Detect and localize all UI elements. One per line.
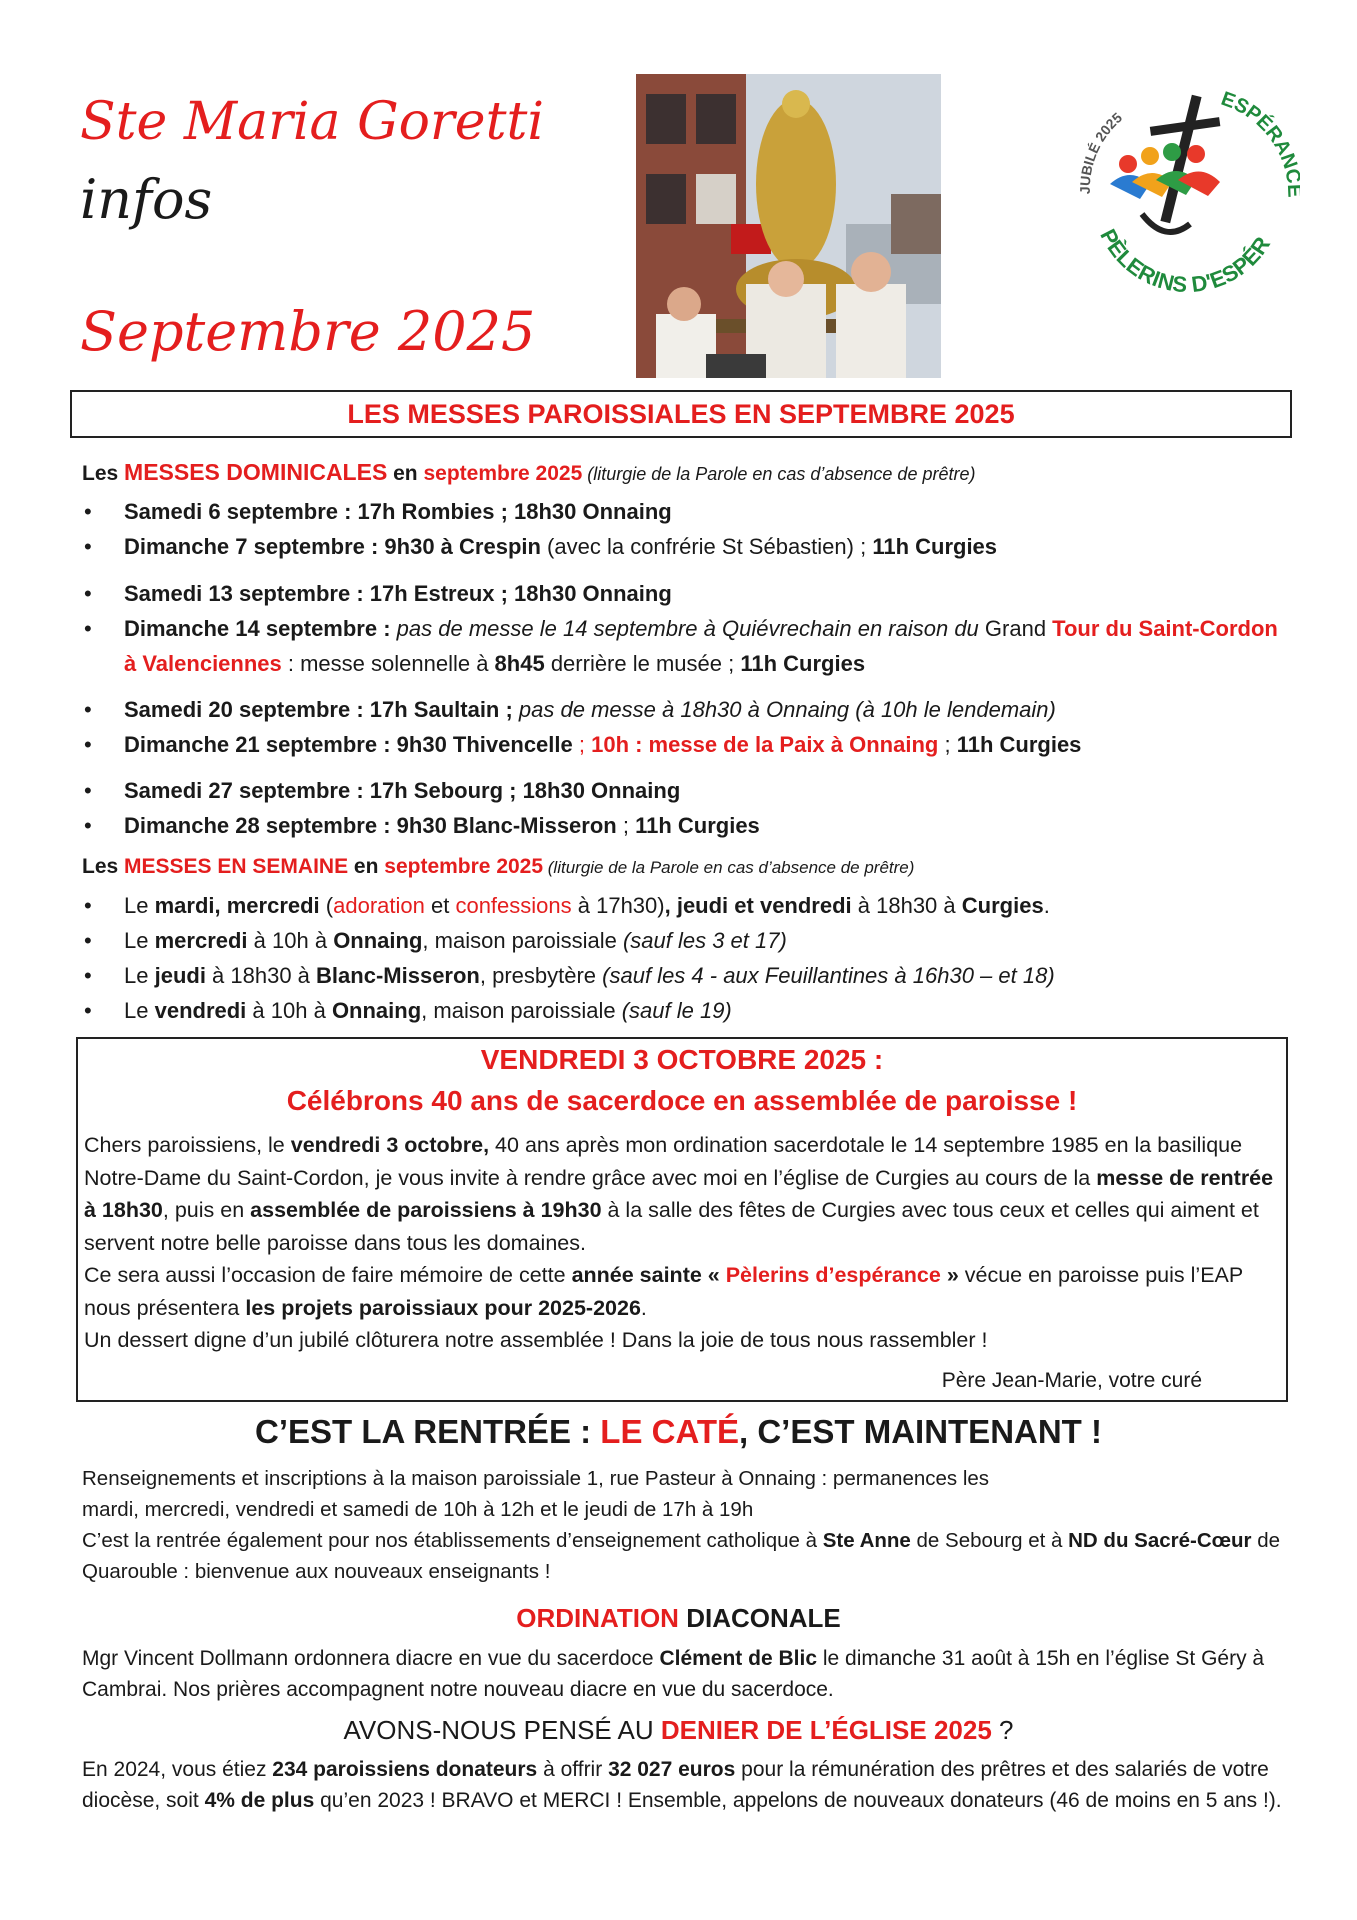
dominicales-list: [82, 494, 1292, 564]
anniversary-text: Chers paroissiens, le vendredi 3 octobre, 40 ans après mon ordination sacerdotale le 14 septembre 1985 en la basilique Notre-Dame du Saint-Cordon, je vous invite à rendre grâce avec moi en l’église de Curgies au cours de la messe de rentrée à 18h30, puis en assemblée de paroissiens à 19h30 à la salle des fêtes de Curgies avec tous ceux et celles qui aiment et servent notre belle paroisse dans tous les domaines. Ce sera aussi l’occasion de faire mémoire de cette année sainte « Pèlerins d’espérance » vécue en paroisse puis l’EAP nous présentera les projets paroissiaux pour 2025-2026. Un dessert digne d’un jubilé clôturera notre assemblée ! Dans la joie de tous nous rassembler !: [84, 1133, 1274, 1352]
cate-text: Renseignements et inscriptions à la maison paroissiale 1, rue Pasteur à Onnaing : permanences les mardi, mercredi, vendredi et samedi de 10h à 12h et le jeudi de 17h à 19h C’est la rentrée également pour nos établissements d’enseignement catholique à Ste Anne de Sebourg et à ND du Sacré-Cœur de Quarouble : bienvenue aux nouveaux enseignants !: [82, 1467, 1281, 1583]
newsletter-month: Septembre 2025: [80, 300, 536, 363]
denier-title: AVONS-NOUS PENSÉ AU DENIER DE L’ÉGLISE 2025 ?: [343, 1715, 1014, 1745]
newsletter-title: Ste Maria Goretti: [80, 92, 544, 152]
list-item: • Dimanche 14 septembre : pas de messe le 14 septembre à Quiévrechain en raison du Grand Tour du Saint-Cordon à Valenciennes : messe solennelle à 8h45 derrière le musée ; 11h Curgies: [82, 611, 1292, 681]
anniversary-title: Célébrons 40 ans de sacerdoce en assemblée de paroisse !: [286, 1085, 1078, 1116]
logo-arc-bottom: PÈLERINS D'ESPÉR: [1095, 224, 1275, 298]
list-item: • Dimanche 28 septembre : 9h30 Blanc-Misseron ; 11h Curgies: [82, 808, 1292, 843]
list-item: • Le vendredi à 10h à Onnaing, maison paroissiale (sauf le 19): [82, 993, 1292, 1028]
list-item: • Dimanche 7 septembre : 9h30 à Crespin (avec la confrérie St Sébastien) ; 11h Curgies: [82, 529, 1292, 564]
list-item: • Le mercredi à 10h à Onnaing, maison paroissiale (sauf les 3 et 17): [82, 923, 1292, 958]
newsletter-subtitle: infos: [80, 168, 213, 231]
semaine-heading: Les MESSES EN SEMAINE en septembre 2025 (liturgie de la Parole en cas d’absence de prêtre): [82, 855, 915, 878]
svg-text:ESPÉRANCE: [1218, 88, 1300, 198]
dominicales-list: [82, 692, 1292, 762]
jubilee-logo: [1070, 84, 1300, 324]
ordination-title: ORDINATION DIACONALE: [516, 1603, 841, 1633]
logo-arc-right: ESPÉRAN: [1218, 87, 1300, 172]
dominicales-list: [82, 773, 1292, 843]
denier-text: En 2024, vous étiez 234 paroissiens donateurs à offrir 32 027 euros pour la rémunération des prêtres et des salariés de votre diocèse, soit 4% de plus qu’en 2023 ! BRAVO et MERCI ! Ensemble, appelons de nouveaux donateurs (46 de moins en 5 ans !).: [82, 1758, 1282, 1812]
list-item: • Samedi 13 septembre : 17h Estreux ; 18h30 Onnaing: [82, 576, 1292, 611]
list-item: • Le jeudi à 18h30 à Blanc-Misseron, presbytère (sauf les 4 - aux Feuillantines à 16h30 – et 18): [82, 958, 1292, 993]
list-item: • Samedi 20 septembre : 17h Saultain ; pas de messe à 18h30 à Onnaing (à 10h le lendemain): [82, 692, 1292, 727]
signature: Père Jean-Marie, votre curé: [941, 1369, 1202, 1392]
anniversary-box: [76, 1037, 1288, 1402]
cate-title: C’EST LA RENTRÉE : LE CATÉ, C’EST MAINTENANT !: [254, 1413, 1102, 1450]
ordination-text: Mgr Vincent Dollmann ordonnera diacre en vue du sacerdoce Clément de Blic le dimanche 31 août à 15h en l’église St Géry à Cambrai. Nos prières accompagnent notre nouveau diacre en vue du sacerdoce.: [82, 1647, 1265, 1701]
dominicales-heading: Les MESSES DOMINICALES en septembre 2025 (liturgie de la Parole en cas d’absence de prêtre): [82, 459, 976, 485]
semaine-list: [82, 888, 1292, 1028]
list-item: • Dimanche 21 septembre : 9h30 Thivencelle ; 10h : messe de la Paix à Onnaing ; 11h Curgies: [82, 727, 1292, 762]
anniversary-date-title: VENDREDI 3 OCTOBRE 2025 :: [480, 1044, 884, 1075]
list-item: • Le mardi, mercredi (adoration et confessions à 17h30), jeudi et vendredi à 18h30 à Curgies.: [82, 888, 1292, 923]
list-item: • Samedi 6 septembre : 17h Rombies ; 18h30 Onnaing: [82, 494, 1292, 529]
procession-photo: [636, 74, 941, 378]
dominicales-list: [82, 576, 1292, 681]
list-item: • Samedi 27 septembre : 17h Sebourg ; 18h30 Onnaing: [82, 773, 1292, 808]
logo-arc-top: JUBILÉ 2025: [1076, 109, 1126, 195]
messes-section-title: LES MESSES PAROISSIALES EN SEPTEMBRE 2025: [70, 390, 1292, 438]
